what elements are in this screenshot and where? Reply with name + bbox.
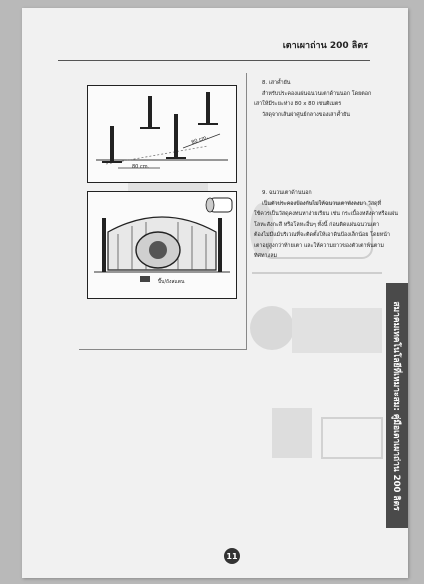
header-divider: [58, 60, 370, 61]
section-9-line: เป็นตัวประคองป้องกันไม่ให้ฉนวนเตาพังลงมา วัสดุที่: [262, 200, 382, 207]
section-8-line: สำหรับประคองแผ่นฉนวนเตาด้านนอก โดยตอก: [262, 90, 372, 97]
section-9-line: เตาอยู่สูงกว่าท้ายเตา และให้ความยาวของตัวเตาพ้นตาม: [254, 242, 384, 249]
figure1-dimension-label: 80 cm.: [132, 164, 150, 170]
support-posts-drawing: [88, 86, 236, 182]
illustration-column: [79, 73, 247, 350]
svg-text:80 cm.: 80 cm.: [190, 134, 209, 146]
faded-chimney-illustration: [232, 288, 397, 373]
section-8-line: เสาให้มีระยะห่าง 80 x 80 เซนติเมตร: [254, 101, 342, 107]
section-8-heading: 8. เสาค้ำยัน: [262, 80, 291, 86]
faded-burning-illustration: [232, 378, 397, 478]
section-9-line: ใช้ควรเป็นวัสดุคงทนหาง่ายเรียน เช่น กระเบื้องหลังคาหรือแผ่น: [254, 211, 398, 217]
page-header-title: เตาเผาถ่าน 200 ลิตร: [282, 41, 368, 51]
side-tab: [386, 283, 408, 528]
figure-outer-insulation: [87, 191, 237, 299]
side-tab-text: สมาคมเทคโนโลยีที่เหมาะสม: คู่มือเตาเผาถ่าน 200 ลิตร: [391, 300, 401, 511]
section-9-line: โลหะสังกะสี หรือโลหะอื่นๆ ทั้งนี้ ก่อนติดแผ่นฉนวนเตา: [254, 221, 380, 228]
section-8-line: วัสดุจากเส้นผ่าศูนย์กลางของเสาค้ำยัน: [262, 111, 350, 118]
document-page: [22, 8, 408, 578]
page-number: 11: [224, 548, 240, 564]
section-9-line: ทิศทางลม: [254, 253, 278, 259]
section-9-heading: 9. ฉนวนเตาด้านนอก: [262, 190, 312, 196]
figure-support-posts: [87, 85, 237, 183]
section-9-text: [254, 188, 400, 262]
section-8-text: [254, 78, 400, 120]
figure2-label: ปี๊บ/ถังสแตน: [158, 279, 185, 285]
section-9-line: ต้องไม่มีแม้บริเวณที่จะติดตั้งให้เอาดินป้องเล็กน้อย โดยหน้า: [254, 232, 390, 238]
